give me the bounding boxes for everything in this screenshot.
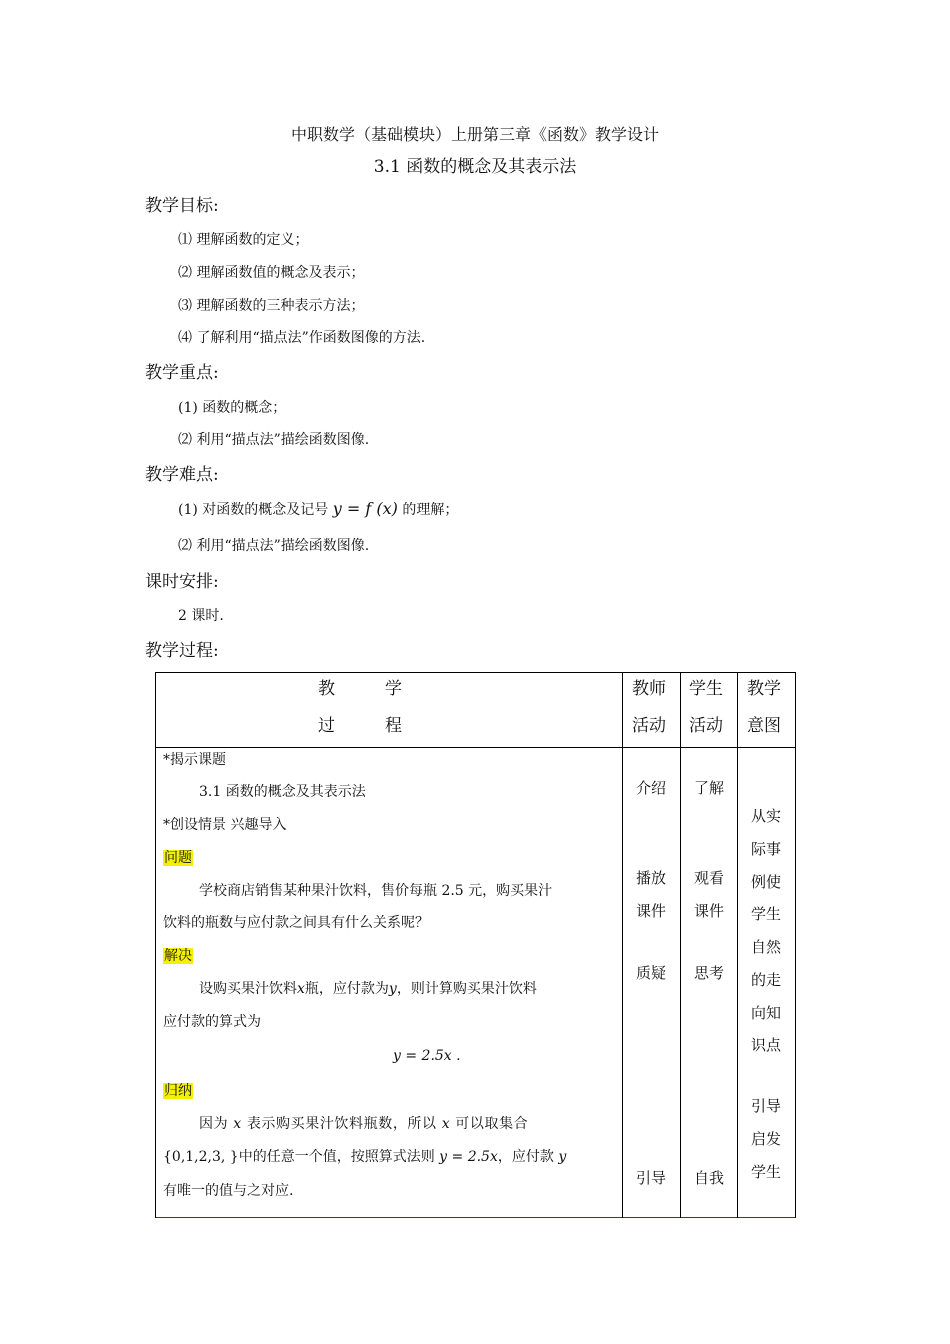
math-var: x: [233, 1116, 242, 1132]
content-line: 3.1 函数的概念及其表示法: [199, 784, 366, 800]
teacher-activity: 引导: [635, 1169, 666, 1187]
key-points-heading: 教学重点:: [145, 363, 219, 383]
difficulty-item: ⑵ 利用“描点法”描绘函数图像.: [178, 538, 370, 554]
table-col-divider: [680, 672, 681, 1218]
intent-text: 际事: [750, 840, 781, 858]
difficulty-text: (1) 对函数的概念及记号: [178, 502, 329, 518]
intent-text: 从实: [750, 807, 781, 825]
content-line: [199, 1108, 528, 1141]
objective-item: ⑴ 理解函数的定义；: [178, 232, 309, 248]
math-var: y: [558, 1149, 567, 1165]
difficulties-heading: 教学难点:: [145, 465, 219, 485]
intent-text: 例使: [750, 873, 781, 891]
formula: y = 2.5x .: [393, 1048, 461, 1064]
difficulty-item: [178, 499, 458, 519]
table-border-right: [795, 672, 796, 1218]
objective-item: ⑷ 了解利用“描点法”作函数图像的方法.: [178, 330, 426, 346]
teacher-activity: 介绍: [635, 779, 666, 797]
intent-text: 向知: [750, 1004, 781, 1022]
math-var: x: [441, 1116, 451, 1132]
content-line: 应付款的算式为: [163, 1014, 261, 1030]
text-run: 表示购买果汁饮料瓶数，所以: [246, 1116, 437, 1132]
intent-text: 学生: [750, 905, 781, 923]
text-run: 因为: [199, 1116, 229, 1132]
formula: y = 2.5x: [439, 1149, 498, 1165]
content-line: 饮料的瓶数与应付款之间具有什么关系呢？: [163, 915, 429, 931]
key-point-item: ⑵ 利用“描点法”描绘函数图像.: [178, 432, 370, 448]
header-process-char: 教: [318, 679, 335, 699]
schedule-value: 2 课时.: [178, 608, 224, 624]
objective-item: ⑵ 理解函数值的概念及表示；: [178, 265, 365, 281]
tag-summary-label: 归纳: [164, 1083, 192, 1099]
schedule-heading: 课时安排:: [145, 572, 219, 592]
tag-summary: [163, 1075, 193, 1108]
table-border-left: [155, 672, 156, 1218]
table-header-divider: [155, 747, 796, 748]
tag-problem-label: 问题: [164, 850, 192, 866]
content-line: 学校商店销售某种果汁饮料，售价每瓶 2.5 元，购买果汁: [199, 883, 553, 899]
intent-text: 学生: [750, 1163, 781, 1181]
math-var: x: [297, 981, 305, 997]
student-activity: 观看: [693, 869, 724, 887]
student-activity: 课件: [693, 902, 724, 920]
math-var: y: [388, 981, 397, 997]
content-line: [199, 973, 537, 1006]
set-notation: {0,1,2,3, }: [163, 1149, 239, 1165]
content-line: 有唯一的值与之对应.: [163, 1183, 294, 1199]
content-line: [163, 1141, 566, 1174]
intent-text: 的走: [750, 971, 781, 989]
intent-text: 启发: [750, 1130, 781, 1148]
process-heading: 教学过程:: [145, 641, 219, 661]
header-teacher: 教师: [632, 679, 666, 699]
header-intent: 教学: [747, 679, 781, 699]
header-student: 活动: [689, 716, 723, 736]
header-teacher: 活动: [632, 716, 666, 736]
student-activity: 自我: [693, 1169, 724, 1187]
teaching-process-table: [155, 672, 796, 1218]
document-title: 中职数学（基础模块）上册第三章《函数》教学设计: [290, 125, 659, 144]
intent-text: 自然: [750, 938, 781, 956]
header-process-char: 学: [385, 679, 402, 699]
objective-item: ⑶ 理解函数的三种表示方法；: [178, 298, 365, 314]
key-point-item: (1) 函数的概念；: [178, 400, 287, 416]
header-process-char: 程: [385, 716, 402, 736]
header-intent: 意图: [747, 716, 781, 736]
intent-text: 引导: [750, 1097, 781, 1115]
table-border-top: [155, 672, 796, 673]
student-activity: 了解: [693, 779, 724, 797]
text-run: ，应付款: [497, 1149, 554, 1165]
student-activity: 思考: [693, 964, 724, 982]
section-title: 3.1 函数的概念及其表示法: [373, 157, 577, 177]
header-student: 学生: [689, 679, 723, 699]
text-run: 瓶，应付款为: [304, 981, 389, 997]
text-run: 中的任意一个值，按照算式法则: [238, 1149, 435, 1165]
table-col-divider: [737, 672, 738, 1218]
tag-solve: [163, 940, 193, 973]
function-notation: y = f (x): [332, 499, 398, 518]
difficulty-text: 的理解；: [402, 502, 459, 518]
text-run: ，则计算购买果汁饮料: [396, 981, 537, 997]
intent-text: 识点: [750, 1036, 781, 1054]
text-run: 可以取集合: [455, 1116, 529, 1132]
table-border-bottom: [155, 1217, 796, 1218]
tag-solve-label: 解决: [164, 948, 192, 964]
tag-problem: [163, 842, 193, 875]
content-line: *揭示课题: [163, 752, 226, 768]
text-run: 设购买果汁饮料: [199, 981, 297, 997]
objectives-heading: 教学目标:: [145, 196, 219, 216]
content-line: *创设情景 兴趣导入: [163, 817, 287, 833]
table-col-divider: [622, 672, 623, 1218]
teacher-activity: 课件: [635, 902, 666, 920]
teacher-activity: 质疑: [635, 964, 666, 982]
header-process-char: 过: [318, 716, 335, 736]
teacher-activity: 播放: [635, 869, 666, 887]
